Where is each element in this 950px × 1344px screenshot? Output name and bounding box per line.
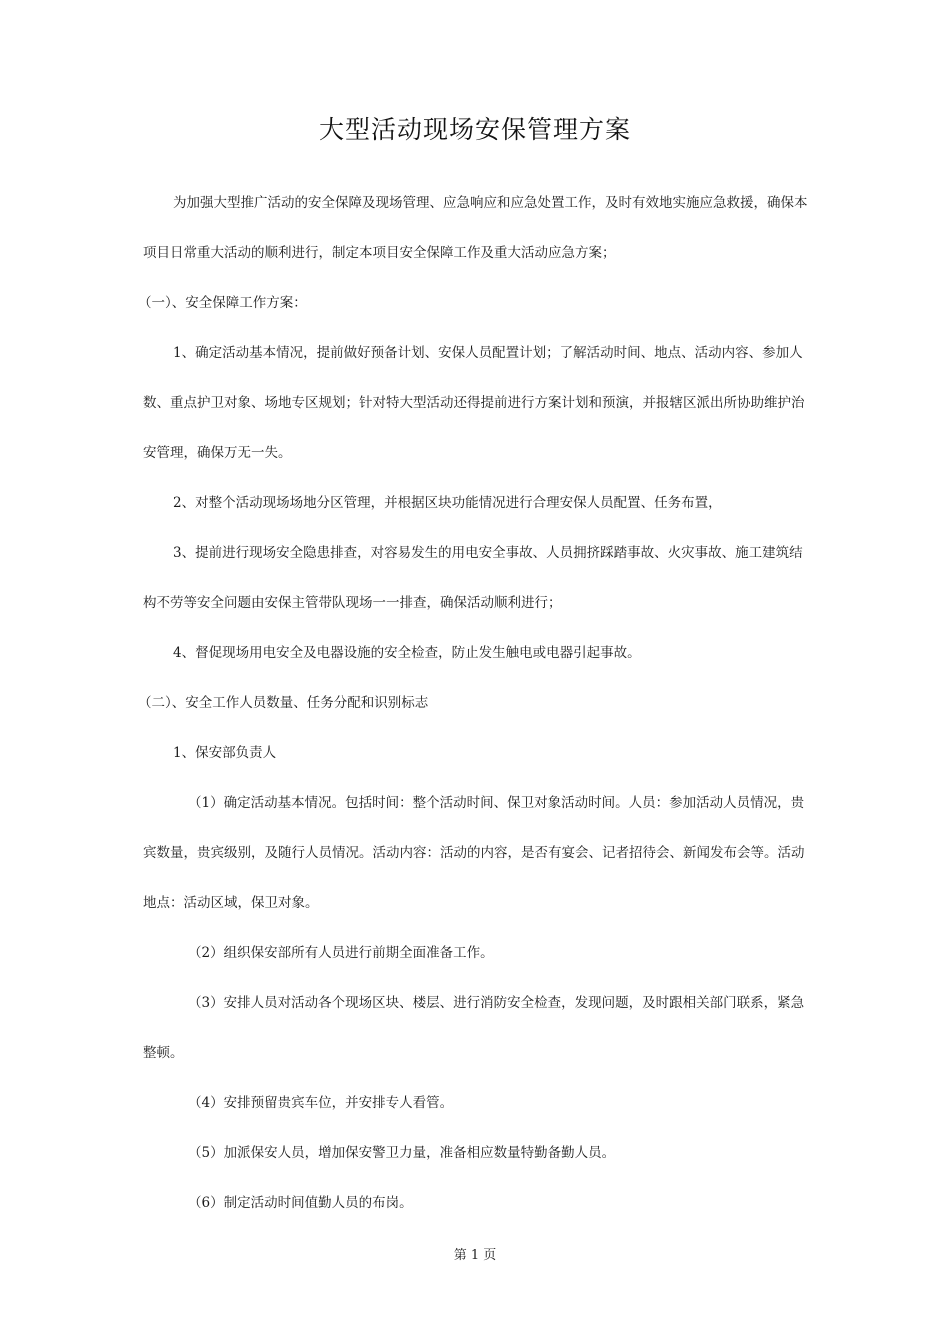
page-number: 第 1 页 [453, 1248, 497, 1263]
paragraph-item-1: 1、确定活动基本情况，提前做好预备计划、安保人员配置计划；了解活动时间、地点、活动内容、参加人数、重点护卫对象、场地专区规划；针对特大型活动还得提前进行方案计划和预演，并报辖区派出所协助维护治安管理，确保万无一失。 [143, 345, 805, 461]
subsection-heading-1: 1、保安部负责人 [173, 745, 277, 761]
section-heading-2: （二）、安全工作人员数量、任务分配和识别标志 [138, 695, 429, 711]
section-heading-1: （一）、安全保障工作方案： [138, 295, 307, 311]
document-title: 大型活动现场安保管理方案 [318, 115, 631, 144]
document-body [138, 178, 809, 1228]
sub-item-3: （3）安排人员对活动各个现场区块、楼层、进行消防安全检查，发现问题，及时跟相关部门联系，紧急整顿。 [143, 995, 805, 1061]
intro-paragraph: 为加强大型推广活动的安全保障及现场管理、应急响应和应急处置工作，及时有效地实施应急救援，确保本项目日常重大活动的顺利进行，制定本项目安全保障工作及重大活动应急方案； [143, 195, 808, 261]
paragraph-item-3: 3、提前进行现场安全隐患排查，对容易发生的用电安全事故、人员拥挤踩踏事故、火灾事故、施工建筑结构不劳等安全问题由安保主管带队现场一一排查，确保活动顺利进行； [143, 545, 803, 611]
paragraph-item-4: 4、督促现场用电安全及电器设施的安全检查，防止发生触电或电器引起事故。 [173, 645, 641, 661]
sub-item-1: （1）确定活动基本情况。包括时间：整个活动时间、保卫对象活动时间。人员：参加活动人员情况，贵宾数量，贵宾级别，及随行人员情况。活动内容：活动的内容，是否有宴会、记者招待会、新闻发布会等。活动地点：活动区域，保卫对象。 [143, 795, 805, 911]
sub-item-2: （2）组织保安部所有人员进行前期全面准备工作。 [188, 945, 494, 961]
sub-item-6: （6）制定活动时间值勤人员的布岗。 [188, 1195, 413, 1211]
sub-item-4: （4）安排预留贵宾车位，并安排专人看管。 [188, 1095, 454, 1111]
sub-item-5: （5）加派保安人员，增加保安警卫力量，准备相应数量特勤备勤人员。 [188, 1145, 616, 1161]
paragraph-item-2: 2、对整个活动现场场地分区管理，并根据区块功能情况进行合理安保人员配置、任务布置， [173, 495, 722, 511]
